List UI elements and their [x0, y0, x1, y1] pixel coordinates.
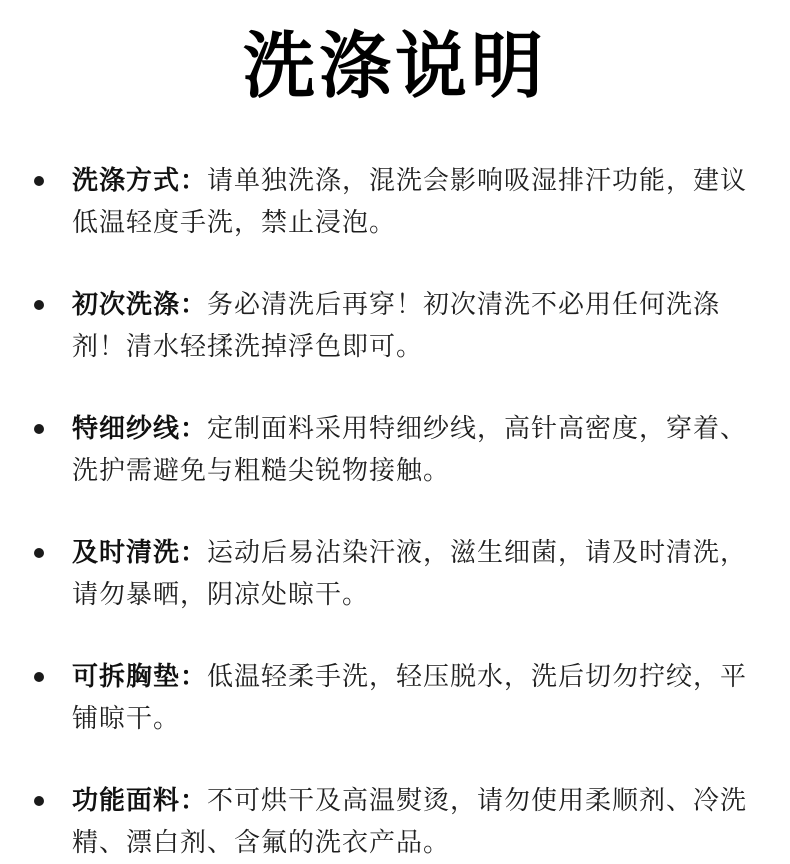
list-item-first-wash: [34, 284, 760, 368]
item-text: 运动后易沾染汗液，滋生细菌，请及时清洗，请勿暴晒，阴凉处晾干。: [72, 538, 748, 610]
item-label: 特细纱线：: [72, 414, 208, 444]
bullet-icon: [34, 548, 44, 558]
item-label: 功能面料：: [72, 786, 208, 816]
item-text: 定制面料采用特细纱线，高针高密度，穿着、洗护需避免与粗糙尖锐物接触。: [72, 414, 748, 486]
item-text: 务必清洗后再穿！初次清洗不必用任何洗涤剂！清水轻揉洗掉浮色即可。: [72, 290, 721, 362]
item-text: 低温轻柔手洗，轻压脱水，洗后切勿拧绞，平铺晾干。: [72, 662, 748, 734]
bullet-icon: [34, 424, 44, 434]
item-label: 洗涤方式：: [72, 166, 208, 196]
item-text: 不可烘干及高温熨烫，请勿使用柔顺剂、冷洗精、漂白剂、含氟的洗衣产品。: [72, 786, 748, 858]
list-item-functional-fabric: [34, 780, 760, 864]
list-item-removable-pads: [34, 656, 760, 740]
item-label: 初次洗涤：: [72, 290, 208, 320]
bullet-icon: [34, 176, 44, 186]
item-text: 请单独洗涤，混洗会影响吸湿排汗功能，建议低温轻度手洗，禁止浸泡。: [72, 166, 748, 238]
bullet-icon: [34, 300, 44, 310]
bullet-icon: [34, 672, 44, 682]
list-item-fine-yarn: [34, 408, 760, 492]
list-item-timely-wash: [34, 532, 760, 616]
list-item-washing-method: [34, 160, 760, 244]
item-label: 及时清洗：: [72, 538, 208, 568]
page-title: 洗涤说明: [242, 24, 547, 108]
bullet-icon: [34, 796, 44, 806]
care-instructions-list: [34, 160, 760, 864]
item-label: 可拆胸垫：: [72, 662, 208, 692]
